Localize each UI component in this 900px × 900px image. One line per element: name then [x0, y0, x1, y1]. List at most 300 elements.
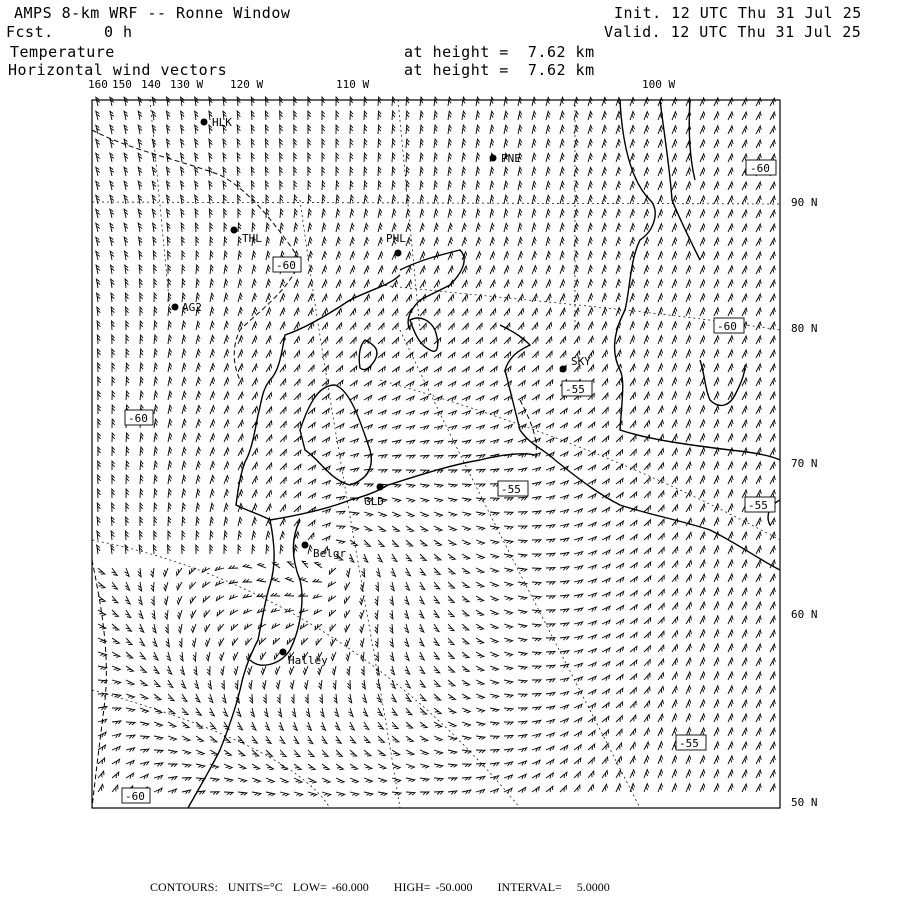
- wind-barb: [308, 520, 315, 526]
- wind-barb: [448, 694, 455, 700]
- wind-barb: [672, 672, 677, 680]
- wind-barb: [294, 750, 300, 757]
- wind-barb: [392, 153, 395, 162]
- wind-barb: [546, 679, 555, 683]
- wind-barb: [98, 666, 107, 670]
- wind-barb: [476, 624, 484, 630]
- wind-barb: [110, 139, 114, 148]
- wind-barb: [280, 139, 283, 148]
- wind-barb: [336, 453, 344, 458]
- wind-barb: [364, 238, 369, 247]
- lon-label-160: 160: [88, 78, 108, 91]
- wind-barb: [139, 251, 142, 260]
- wind-barb: [112, 708, 121, 711]
- station-dot-halley: [280, 649, 287, 656]
- wind-barb: [616, 294, 621, 303]
- wind-barb: [151, 568, 154, 577]
- wind-barb: [210, 420, 215, 428]
- wind-barb: [266, 181, 269, 190]
- wind-barb: [672, 533, 678, 540]
- wind-barb: [138, 568, 141, 577]
- wind-barb: [546, 181, 550, 190]
- contour-label: -60: [128, 412, 148, 425]
- wind-barb: [588, 294, 593, 302]
- wind-barb: [476, 512, 485, 516]
- wind-barb: [313, 594, 322, 598]
- wind-barb: [182, 419, 186, 428]
- wind-barb: [434, 736, 442, 741]
- wind-barb: [644, 112, 649, 120]
- wind-barb: [532, 467, 541, 471]
- wind-barb: [770, 252, 775, 260]
- wind-barb: [770, 602, 775, 610]
- wind-barb: [364, 736, 370, 743]
- wind-barb: [139, 624, 144, 632]
- wind-barb: [434, 764, 443, 768]
- wind-barb: [167, 97, 171, 106]
- wind-barb: [770, 686, 775, 694]
- wind-barb: [252, 209, 255, 218]
- wind-barb: [265, 97, 268, 106]
- wind-barb: [700, 490, 705, 498]
- wind-barb: [602, 350, 608, 358]
- wind-barb: [154, 736, 163, 740]
- wind-barb: [518, 323, 524, 330]
- wind-barb: [448, 139, 452, 148]
- wind-barb: [616, 224, 621, 233]
- wind-barb: [462, 790, 471, 794]
- wind-barb: [462, 610, 469, 616]
- wind-barb: [350, 764, 358, 770]
- wind-barb: [152, 181, 156, 190]
- wind-barb: [616, 605, 624, 610]
- wind-barb: [490, 111, 494, 120]
- wind-barb: [406, 280, 411, 288]
- wind-barb: [406, 498, 415, 502]
- wind-barb: [532, 266, 537, 274]
- wind-barb: [140, 321, 143, 330]
- wind-barb: [126, 722, 135, 725]
- wind-barb: [294, 125, 297, 134]
- wind-barb: [756, 350, 761, 358]
- wind-barb: [313, 579, 322, 582]
- wind-barb: [532, 280, 537, 288]
- wind-barb: [378, 526, 386, 532]
- wind-barb: [602, 308, 607, 316]
- wind-barb: [96, 209, 100, 218]
- wind-barb: [292, 708, 296, 717]
- wind-barb: [219, 638, 224, 646]
- wind-barb: [294, 393, 300, 400]
- wind-barb: [336, 252, 341, 261]
- wind-barb: [490, 223, 494, 232]
- wind-barb: [630, 294, 635, 303]
- wind-barb: [756, 434, 761, 442]
- wind-barb: [350, 266, 355, 274]
- wind-barb: [280, 97, 283, 106]
- wind-barb: [181, 209, 185, 218]
- wind-barb: [112, 772, 119, 778]
- wind-barb: [630, 322, 635, 330]
- wind-barb: [420, 540, 427, 546]
- wind-barb: [700, 112, 705, 120]
- wind-barb: [252, 378, 257, 386]
- wind-barb: [376, 568, 380, 577]
- wind-barb: [448, 526, 456, 531]
- wind-barb: [658, 491, 664, 498]
- wind-barb: [154, 694, 161, 700]
- wind-barb: [686, 252, 691, 260]
- wind-barb: [448, 652, 454, 658]
- wind-barb: [110, 195, 114, 204]
- wind-barb: [448, 512, 457, 516]
- wind-barb: [588, 422, 595, 428]
- wind-barb: [272, 623, 280, 628]
- wind-barb: [462, 666, 469, 672]
- wind-barb: [518, 787, 526, 792]
- wind-barb: [756, 728, 761, 736]
- wind-barb: [448, 596, 454, 602]
- wind-barb: [434, 139, 437, 148]
- wind-barb: [378, 440, 387, 444]
- wind-barb: [167, 666, 172, 674]
- wind-barb: [235, 680, 238, 689]
- wind-barb: [378, 97, 381, 106]
- wind-barb: [658, 714, 663, 722]
- wind-barb: [196, 223, 199, 232]
- wind-barb: [700, 98, 705, 106]
- wind-barb: [490, 323, 496, 330]
- wind-barb: [350, 424, 358, 429]
- wind-barb: [152, 610, 155, 619]
- wind-barb: [392, 708, 398, 715]
- wind-barb: [756, 224, 761, 232]
- wind-barb: [294, 436, 301, 442]
- wind-barb: [644, 520, 651, 526]
- wind-barb: [742, 742, 747, 750]
- wind-barb: [364, 153, 367, 162]
- wind-barb: [126, 652, 133, 658]
- wind-barb: [280, 545, 283, 554]
- wind-barb: [350, 526, 359, 531]
- wind-barb: [346, 652, 350, 661]
- wind-barb: [476, 652, 484, 657]
- wind-barb: [210, 531, 213, 540]
- wind-barb: [560, 595, 569, 599]
- wind-barb: [392, 750, 400, 756]
- wind-barb: [195, 694, 200, 702]
- wind-barb: [96, 125, 100, 134]
- wind-barb: [181, 139, 185, 148]
- wind-barb: [756, 406, 761, 414]
- wind-barb: [770, 770, 775, 778]
- wind-barb: [420, 181, 423, 190]
- wind-barb: [112, 391, 115, 400]
- wind-barb: [658, 392, 663, 400]
- wind-barb: [140, 377, 143, 386]
- station-label-pne: PNE: [501, 152, 521, 165]
- wind-barb: [476, 498, 485, 501]
- wind-barb: [518, 694, 527, 697]
- wind-barb: [392, 512, 400, 517]
- wind-barb: [644, 477, 650, 484]
- wind-barb: [154, 279, 157, 288]
- wind-barb: [168, 545, 171, 554]
- wind-barb: [630, 701, 636, 708]
- station-label-ag2: AG2: [182, 301, 202, 314]
- wind-barb: [476, 252, 481, 260]
- wind-barb: [714, 140, 719, 148]
- lon-label-120w: 120 W: [230, 78, 264, 91]
- wind-barb: [364, 352, 371, 358]
- wind-barb: [672, 126, 677, 134]
- height-temperature: at height = 7.62 km: [404, 43, 595, 61]
- wind-barb: [98, 610, 106, 616]
- wind-barb: [770, 434, 775, 442]
- wind-barb: [476, 381, 484, 386]
- wind-barb: [110, 167, 114, 176]
- wind-barb: [686, 490, 691, 498]
- wind-barb: [630, 632, 637, 638]
- wind-barb: [98, 568, 105, 574]
- wind-barb: [229, 580, 238, 584]
- wind-barb: [644, 756, 649, 764]
- wind-barb: [252, 265, 256, 274]
- wind-barb: [700, 560, 705, 568]
- wind-barb: [686, 630, 691, 638]
- wind-barb: [700, 602, 705, 610]
- wind-barb: [182, 349, 186, 358]
- wind-barb: [420, 554, 426, 561]
- wind-barb: [672, 645, 678, 653]
- wind-barb: [504, 139, 508, 148]
- wind-barb: [560, 719, 568, 724]
- wind-barb: [756, 784, 761, 792]
- wind-barb: [332, 666, 336, 675]
- station-label-belgr: Belgr: [313, 547, 347, 560]
- wind-barb: [588, 744, 595, 750]
- wind-barb: [420, 125, 423, 134]
- wind-barb: [375, 610, 378, 619]
- wind-barb: [616, 729, 622, 736]
- wind-barb: [434, 722, 442, 727]
- wind-barb: [125, 545, 128, 554]
- wind-barb: [714, 490, 719, 498]
- wind-barb: [390, 638, 394, 647]
- wind-barb: [154, 349, 157, 358]
- wind-barb: [434, 367, 441, 373]
- wind-barb: [392, 484, 401, 487]
- wind-barb: [291, 694, 294, 703]
- wind-barb: [392, 352, 399, 358]
- wind-barb: [448, 666, 455, 672]
- wind-barb: [224, 336, 229, 345]
- wind-barb: [728, 378, 733, 386]
- wind-barb: [714, 686, 719, 694]
- wind-barb: [286, 577, 294, 582]
- wind-barb: [224, 448, 229, 456]
- wind-barb: [378, 367, 385, 373]
- wind-barb: [630, 364, 635, 372]
- wind-barb: [434, 167, 437, 176]
- wind-barb: [770, 140, 775, 148]
- wind-barb: [714, 560, 719, 568]
- wind-barb: [448, 498, 457, 502]
- wind-barb: [546, 337, 552, 344]
- wind-barb: [560, 266, 565, 275]
- wind-barb: [686, 336, 691, 344]
- wind-barb: [196, 363, 200, 372]
- wind-barb: [125, 531, 128, 540]
- wind-barb: [257, 578, 266, 582]
- wind-barb: [209, 209, 212, 218]
- wind-barb: [434, 411, 442, 416]
- wind-barb: [154, 461, 158, 470]
- wind-barb: [322, 266, 327, 274]
- wind-barb: [378, 764, 386, 769]
- wind-barb: [644, 182, 649, 190]
- wind-barb: [261, 666, 266, 674]
- wind-barb: [742, 630, 747, 638]
- wind-barb: [322, 337, 328, 344]
- wind-barb: [294, 139, 297, 148]
- wind-barb: [518, 195, 522, 204]
- wind-barb: [714, 518, 719, 526]
- wind-barb: [448, 680, 455, 686]
- wind-barb: [168, 722, 176, 727]
- wind-barb: [168, 789, 177, 794]
- wind-barb: [182, 237, 185, 246]
- wind-barb: [125, 568, 130, 576]
- lat-label-70n: 70 N: [791, 457, 818, 470]
- wind-barb: [167, 125, 171, 134]
- wind-barb: [658, 770, 663, 778]
- wind-barb: [420, 498, 429, 502]
- wind-barb: [125, 293, 128, 302]
- wind-barb: [462, 736, 471, 740]
- wind-barb: [98, 363, 101, 372]
- wind-barb: [770, 420, 775, 428]
- wind-barb: [126, 461, 129, 470]
- wind-barb: [700, 476, 705, 484]
- wind-barb: [644, 392, 649, 400]
- wind-barb: [392, 440, 401, 444]
- wind-barb: [293, 722, 298, 730]
- wind-barb: [728, 686, 733, 694]
- wind-barb: [210, 545, 213, 554]
- wind-barb: [110, 181, 114, 190]
- wind-barb: [616, 238, 621, 247]
- wind-barb: [266, 750, 272, 756]
- wind-barb: [518, 596, 527, 600]
- wind-barb: [714, 266, 719, 274]
- wind-barb: [546, 97, 550, 106]
- wind-barb: [405, 666, 410, 674]
- wind-barb: [210, 722, 216, 729]
- wind-barb: [700, 588, 705, 596]
- wind-barb: [209, 708, 214, 716]
- wind-barb: [546, 366, 552, 372]
- wind-barb: [728, 364, 733, 372]
- wind-barb: [154, 391, 158, 400]
- wind-barb: [420, 694, 426, 701]
- wind-barb: [518, 139, 522, 148]
- wind-barb: [616, 784, 621, 792]
- wind-barb: [167, 195, 171, 204]
- wind-barb: [182, 391, 186, 400]
- wind-barb: [154, 265, 157, 274]
- wind-barb: [630, 154, 635, 163]
- station-dot-sky: [560, 366, 567, 373]
- wind-barb: [630, 563, 637, 569]
- wind-barb: [658, 533, 664, 540]
- wind-barb: [462, 498, 471, 502]
- wind-barb: [195, 139, 199, 148]
- wind-barb: [490, 610, 498, 615]
- wind-barb: [700, 644, 705, 652]
- wind-barb: [392, 111, 395, 120]
- wind-barb: [180, 666, 184, 675]
- wind-barb: [182, 503, 185, 512]
- wind-barb: [392, 295, 398, 302]
- wind-barb: [616, 280, 621, 289]
- wind-barb: [280, 153, 283, 162]
- wind-barb: [266, 504, 271, 512]
- wind-barb: [390, 582, 394, 591]
- wind-barb: [714, 756, 719, 764]
- wind-barb: [420, 167, 423, 176]
- wind-barb: [672, 112, 677, 120]
- wind-barb: [364, 540, 370, 546]
- wind-barb: [756, 210, 761, 218]
- wind-barb: [140, 517, 143, 526]
- wind-barb: [616, 478, 623, 484]
- wind-barb: [336, 511, 345, 514]
- wind-barb: [196, 764, 205, 768]
- wind-barb: [350, 280, 355, 288]
- wind-barb: [714, 154, 719, 162]
- wind-barb: [658, 728, 663, 736]
- wind-barb: [345, 638, 350, 646]
- wind-barb: [406, 455, 415, 458]
- wind-barb: [686, 294, 691, 302]
- wind-barb: [756, 770, 761, 778]
- wind-barb: [518, 540, 527, 543]
- wind-barb: [182, 405, 186, 414]
- wind-barb: [742, 658, 747, 666]
- wind-barb: [630, 549, 637, 555]
- wind-barb: [280, 294, 285, 302]
- wind-barb: [362, 680, 366, 689]
- wind-barb: [756, 644, 761, 652]
- wind-barb: [223, 708, 228, 716]
- wind-barb: [111, 265, 115, 274]
- wind-barb: [308, 465, 316, 470]
- wind-barb: [154, 321, 157, 330]
- wind-barb: [560, 786, 566, 792]
- wind-barb: [364, 209, 368, 218]
- wind-barb: [308, 111, 311, 120]
- wind-barb: [742, 588, 747, 596]
- wind-barb: [490, 469, 499, 472]
- wind-barb: [588, 771, 594, 778]
- wind-barb: [167, 237, 170, 246]
- wind-barb: [97, 531, 100, 540]
- wind-barb: [124, 181, 128, 190]
- wind-barb: [378, 295, 384, 303]
- wind-barb: [588, 195, 592, 204]
- wind-barb: [532, 366, 539, 372]
